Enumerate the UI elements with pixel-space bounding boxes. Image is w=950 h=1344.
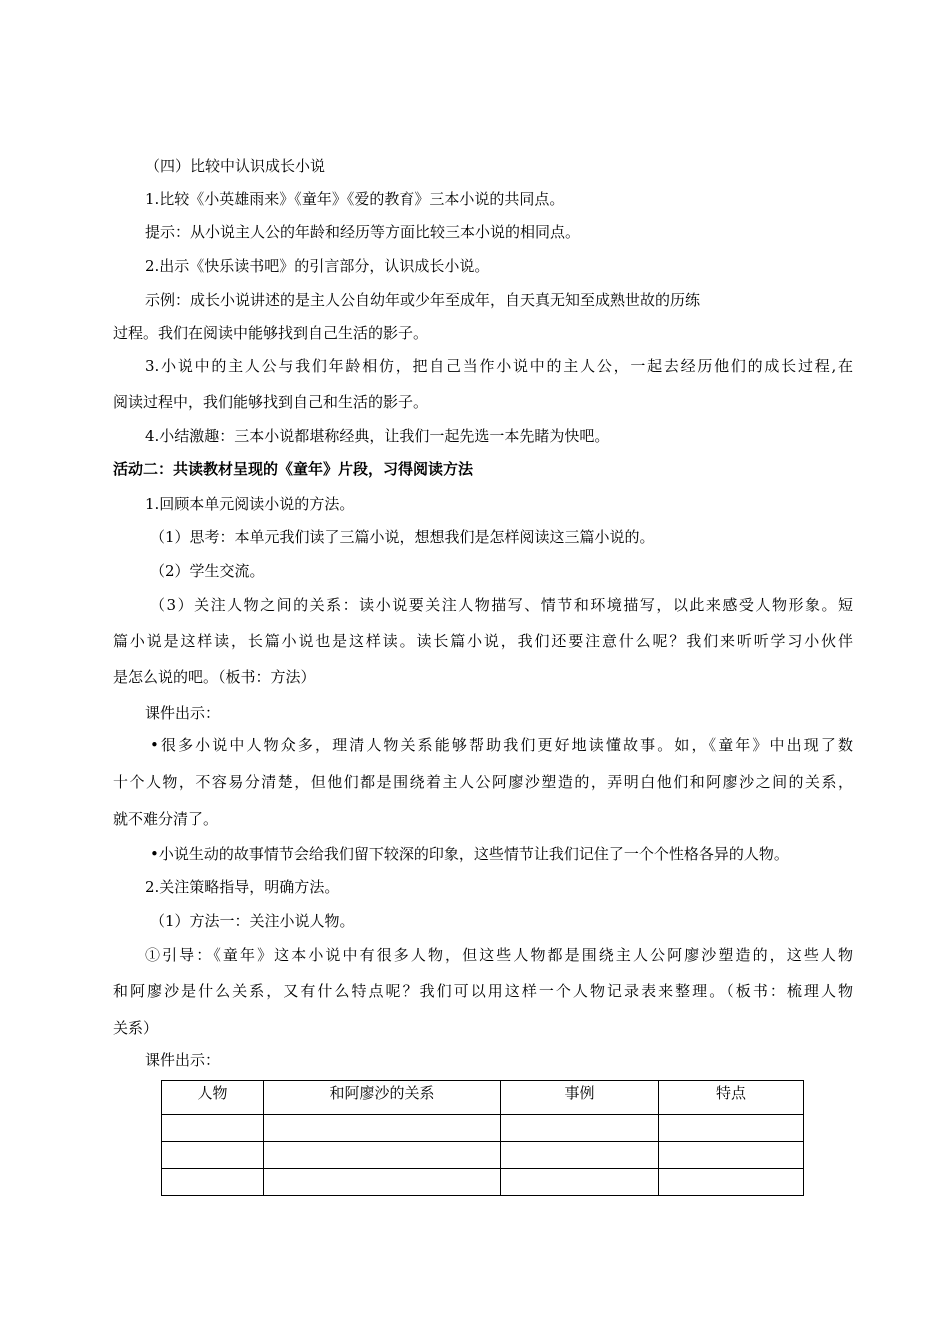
- header-trait: 特点: [659, 1081, 804, 1115]
- paragraph: 示例：成长小说讲述的是主人公自幼年或少年至成年，自天真无知至成熟世故的历练: [145, 291, 701, 309]
- paragraph: 4.小结激趣：三本小说都堪称经典，让我们一起先选一本先睹为快吧。: [145, 427, 610, 445]
- paragraph: 2.关注策略指导，明确方法。: [145, 878, 340, 896]
- paragraph: 1.比较《小英雄雨来》《童年》《爱的教育》三本小说的共同点。: [145, 190, 565, 208]
- paragraph: 篇小说是这样读，长篇小说也是这样读。读长篇小说，我们还要注意什么呢？我们来听听学习小伙伴: [113, 632, 853, 650]
- section-heading: （四）比较中认识成长小说: [145, 157, 326, 175]
- paragraph: 课件出示：: [145, 1051, 221, 1069]
- bullet-item: •小说生动的故事情节会给我们留下较深的印象，这些情节让我们记住了一个个性格各异的人物。: [150, 845, 789, 863]
- paragraph: ①引导：《童年》这本小说中有很多人物，但这些人物都是围绕主人公阿廖沙塑造的，这些人物: [145, 946, 853, 964]
- table-cell: [659, 1142, 804, 1169]
- table-row: [162, 1115, 804, 1142]
- activity-heading: 活动二：共读教材呈现的《童年》片段，习得阅读方法: [113, 460, 474, 478]
- paragraph: 就不难分清了。: [113, 810, 219, 828]
- paragraph: 是怎么说的吧。（板书：方法）: [113, 668, 316, 686]
- paragraph: 1.回顾本单元阅读小说的方法。: [145, 495, 355, 513]
- header-character: 人物: [162, 1081, 264, 1115]
- paragraph: 课件出示：: [145, 704, 221, 722]
- table-cell: [501, 1115, 659, 1142]
- table-cell: [659, 1115, 804, 1142]
- table-cell: [501, 1142, 659, 1169]
- paragraph: 阅读过程中，我们能够找到自己和生活的影子。: [113, 393, 429, 411]
- table-cell: [659, 1169, 804, 1196]
- header-example: 事例: [501, 1081, 659, 1115]
- table-header-row: [162, 1081, 804, 1115]
- table-cell: [162, 1115, 264, 1142]
- table-cell: [264, 1169, 501, 1196]
- paragraph: （3）关注人物之间的关系：读小说要关注人物描写、情节和环境描写，以此来感受人物形象。短: [150, 596, 853, 614]
- paragraph: 过程。我们在阅读中能够找到自己生活的影子。: [113, 324, 429, 342]
- paragraph: 关系）: [113, 1019, 159, 1037]
- paragraph: 和阿廖沙是什么关系，又有什么特点呢？我们可以用这样一个人物记录表来整理。（板书：梳理人物: [113, 982, 853, 1000]
- paragraph: （1）方法一：关注小说人物。: [150, 912, 355, 930]
- paragraph: 提示：从小说主人公的年龄和经历等方面比较三本小说的相同点。: [145, 223, 581, 241]
- bullet-item: •很多小说中人物众多，理清人物关系能够帮助我们更好地读懂故事。如，《童年》中出现了数: [150, 736, 853, 754]
- character-record-table: [161, 1080, 804, 1196]
- table-cell: [264, 1142, 501, 1169]
- table-cell: [501, 1169, 659, 1196]
- header-relationship: 和阿廖沙的关系: [264, 1081, 501, 1115]
- paragraph: （2）学生交流。: [150, 562, 265, 580]
- paragraph: 十个人物，不容易分清楚，但他们都是围绕着主人公阿廖沙塑造的，弄明白他们和阿廖沙之间的关系，: [113, 773, 853, 791]
- paragraph: （1）思考：本单元我们读了三篇小说，想想我们是怎样阅读这三篇小说的。: [150, 528, 655, 546]
- paragraph: 2.出示《快乐读书吧》的引言部分，认识成长小说。: [145, 257, 490, 275]
- paragraph: 3.小说中的主人公与我们年龄相仿，把自己当作小说中的主人公，一起去经历他们的成长过程,在: [145, 357, 853, 375]
- table-cell: [264, 1115, 501, 1142]
- table-cell: [162, 1142, 264, 1169]
- table-row: [162, 1142, 804, 1169]
- table-row: [162, 1169, 804, 1196]
- table-cell: [162, 1169, 264, 1196]
